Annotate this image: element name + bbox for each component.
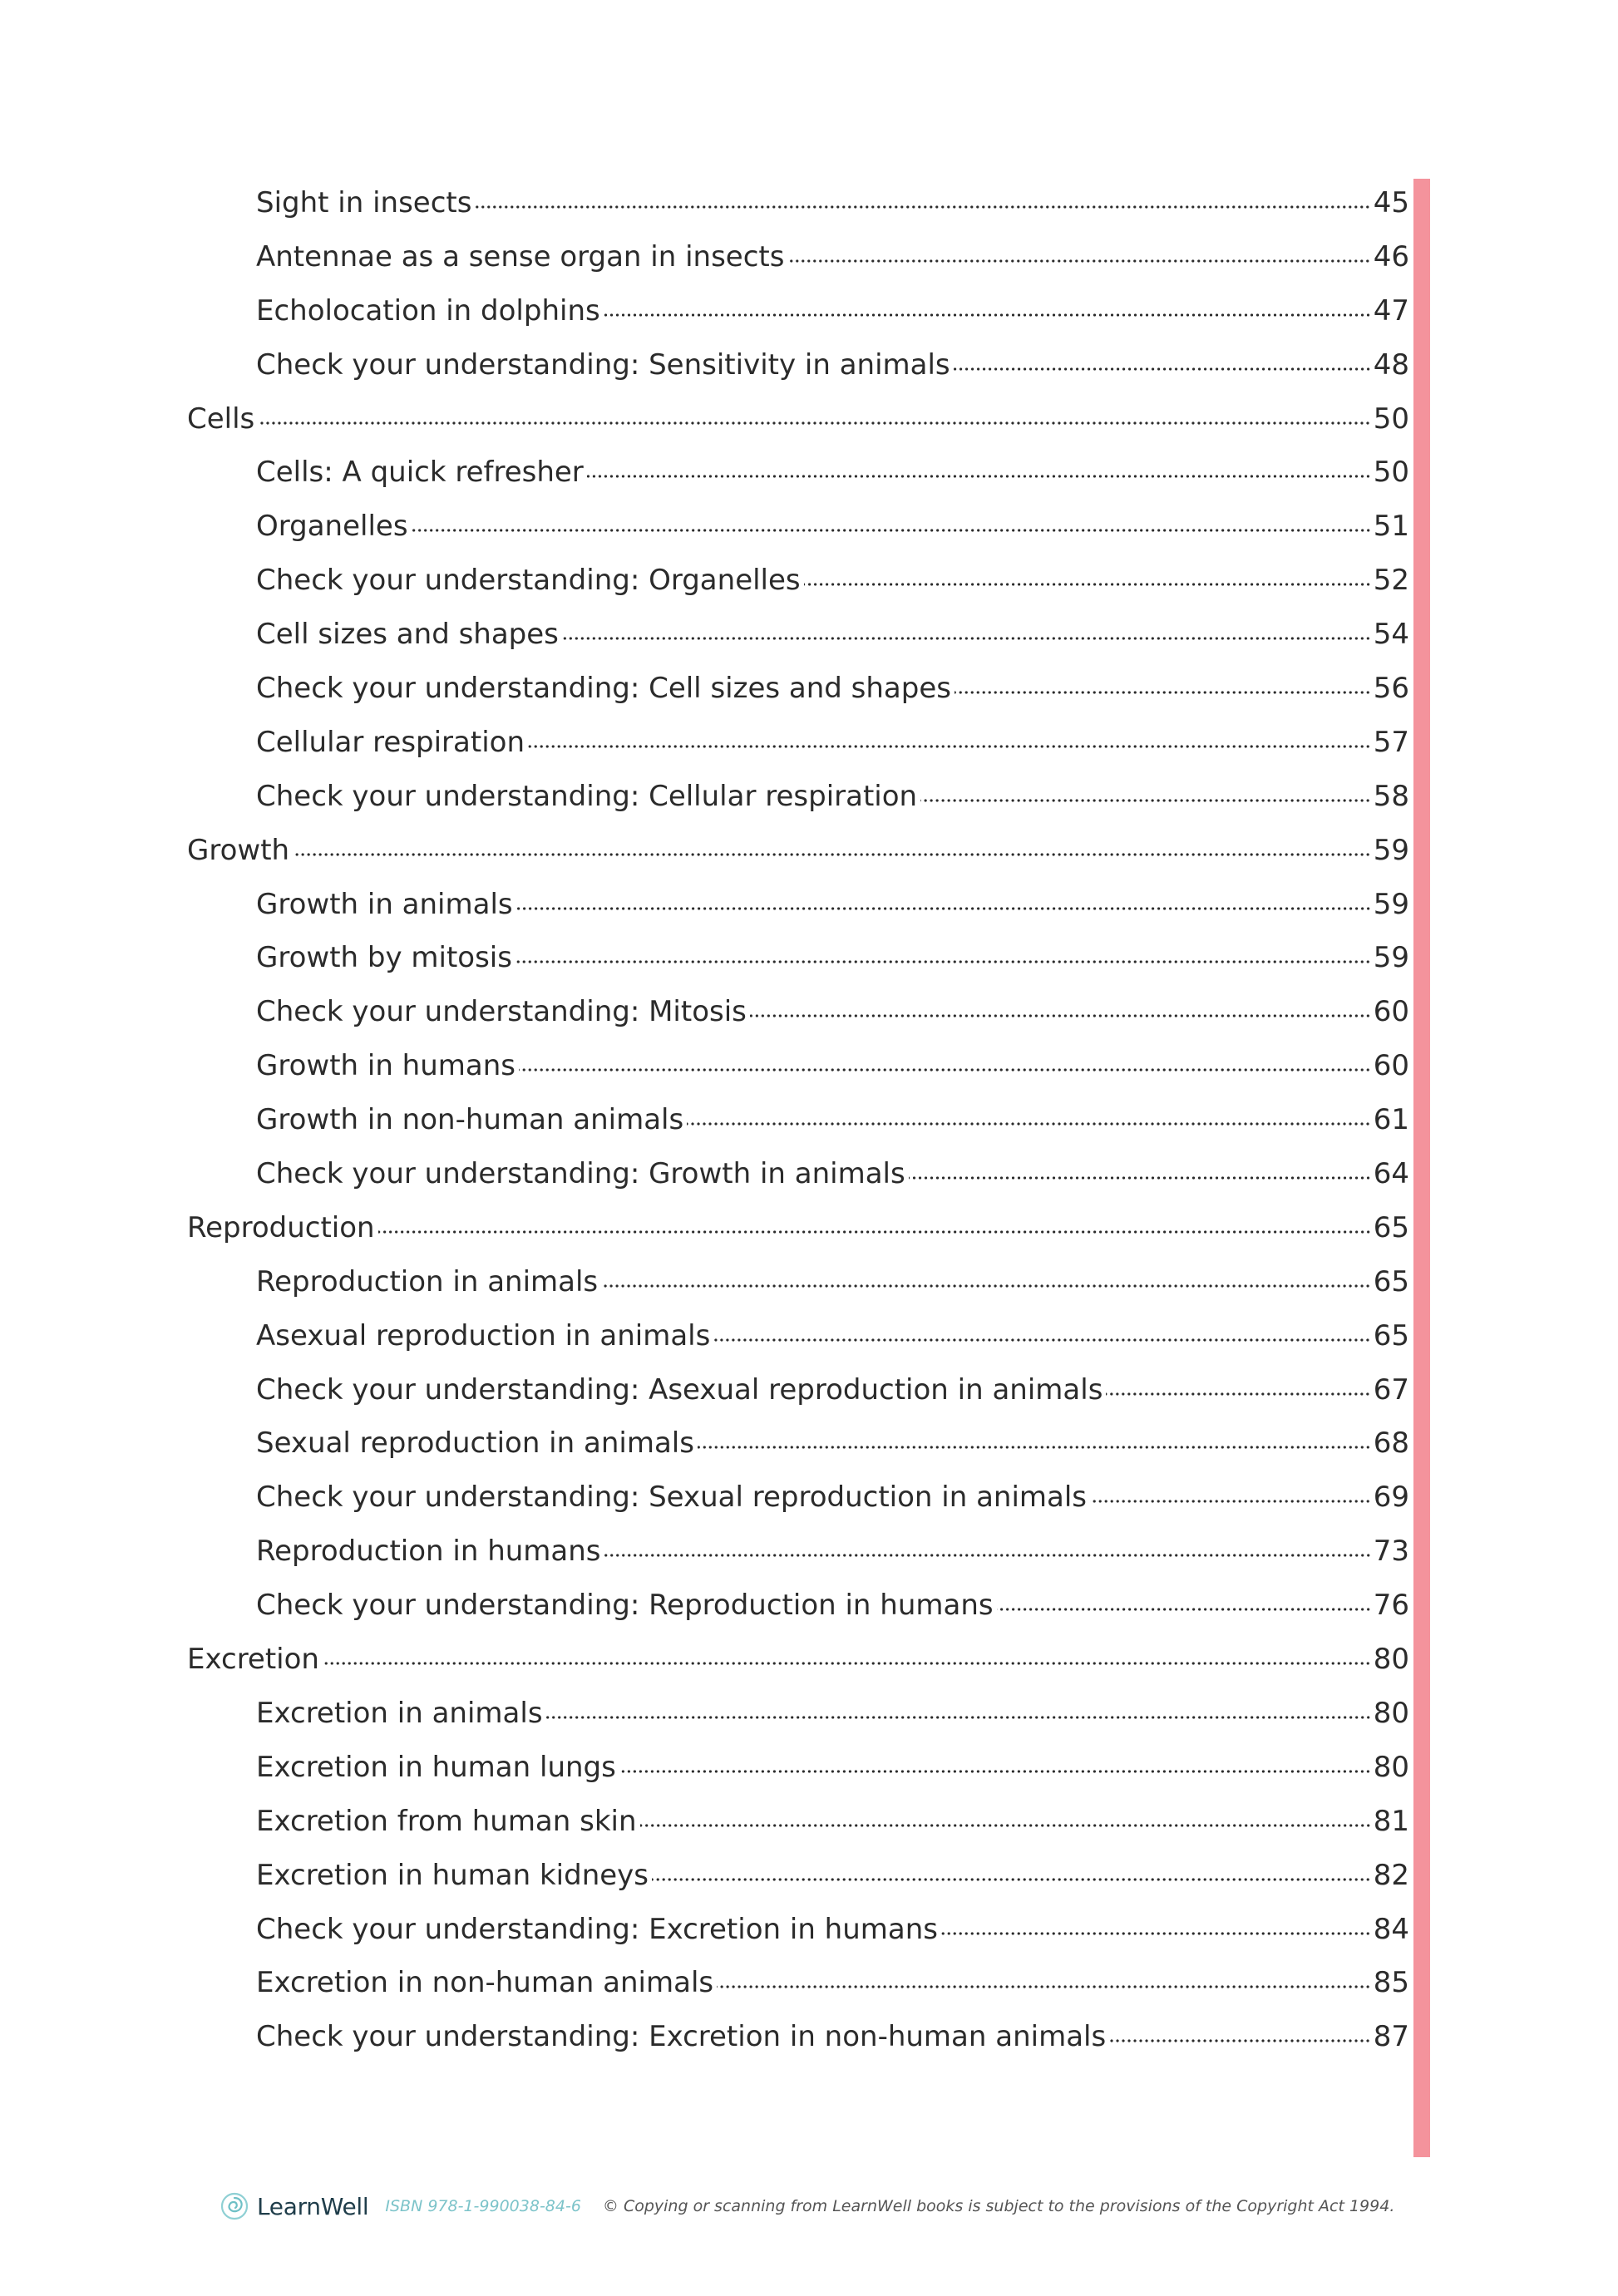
toc-section-entry [187, 392, 1409, 446]
toc-dot-leader [546, 1714, 1371, 1721]
toc-subsection-entry [187, 608, 1409, 662]
toc-dot-leader [687, 1121, 1371, 1127]
toc-entry-title: Asexual reproduction in animals [256, 1318, 711, 1352]
toc-entry-page-number: 65 [1373, 1210, 1409, 1244]
toc-entry-title: Sight in insects [256, 186, 472, 219]
toc-entry-title: Check your understanding: Asexual reproduction in animals [256, 1372, 1103, 1407]
toc-subsection-entry [187, 770, 1409, 824]
toc-entry-page-number: 46 [1373, 239, 1409, 273]
toc-entry-page-number: 85 [1373, 1966, 1409, 2000]
toc-entry-page-number: 80 [1373, 1643, 1409, 1677]
toc-entry-page-number: 76 [1373, 1589, 1409, 1623]
toc-dot-leader [1106, 1391, 1370, 1397]
toc-entry-title: Check your understanding: Sexual reproduction in animals [256, 1481, 1088, 1515]
toc-entry-title: Organelles [256, 510, 408, 544]
toc-dot-leader [378, 1229, 1371, 1235]
toc-entry-page-number: 60 [1373, 1049, 1409, 1083]
toc-entry-title: Cells: A quick refresher [256, 456, 584, 490]
toc-subsection-entry [187, 931, 1409, 985]
toc-dot-leader [562, 635, 1371, 642]
toc-entry-page-number: 68 [1373, 1426, 1409, 1461]
toc-entry-page-number: 82 [1373, 1858, 1409, 1892]
toc-entry-title: Reproduction in animals [256, 1264, 599, 1298]
toc-entry-page-number: 45 [1373, 186, 1409, 219]
toc-section-entry [187, 824, 1409, 878]
toc-entry-page-number: 61 [1373, 1103, 1409, 1137]
accent-side-bar [1413, 179, 1430, 2157]
toc-dot-leader [750, 1013, 1371, 1019]
toc-entry-page-number: 64 [1373, 1157, 1409, 1191]
toc-subsection-entry [187, 1903, 1409, 1957]
toc-subsection-entry [187, 1147, 1409, 1201]
toc-entry-title: Sexual reproduction in animals [256, 1426, 694, 1461]
toc-entry-page-number: 59 [1373, 833, 1409, 867]
toc-dot-leader [1109, 2037, 1371, 2044]
toc-entry-page-number: 73 [1373, 1535, 1409, 1569]
toc-subsection-entry [187, 446, 1409, 500]
toc-entry-title: Excretion in human kidneys [256, 1858, 649, 1892]
toc-entry-page-number: 48 [1373, 347, 1409, 382]
toc-subsection-entry [187, 554, 1409, 608]
toc-section-entry [187, 1633, 1409, 1687]
toc-subsection-entry [187, 1687, 1409, 1741]
toc-entry-title: Excretion [187, 1643, 319, 1677]
toc-dot-leader [717, 1983, 1371, 1990]
toc-entry-page-number: 56 [1373, 672, 1409, 706]
toc-entry-title: Growth in humans [256, 1049, 515, 1083]
isbn-text: ISBN 978-1-990038-84-6 [385, 2197, 581, 2215]
toc-entry-title: Reproduction [187, 1210, 375, 1244]
toc-dot-leader [475, 204, 1370, 210]
toc-dot-leader [909, 1175, 1371, 1181]
toc-entry-page-number: 59 [1373, 887, 1409, 921]
toc-subsection-entry [187, 1417, 1409, 1471]
toc-subsection-entry [187, 1956, 1409, 2010]
toc-dot-leader [997, 1606, 1371, 1613]
toc-subsection-entry [187, 284, 1409, 338]
toc-dot-leader [804, 581, 1371, 588]
toc-subsection-entry [187, 1471, 1409, 1525]
learnwell-swirl-icon [220, 2192, 249, 2220]
toc-entry-title: Cells [187, 402, 255, 436]
toc-subsection-entry [187, 2010, 1409, 2064]
copyright-notice: © Copying or scanning from LearnWell books is subject to the provisions of the Copyright Act 1994. [602, 2197, 1395, 2215]
toc-entry-title: Check your understanding: Excretion in humans [256, 1912, 938, 1946]
toc-dot-leader [412, 527, 1371, 534]
toc-subsection-entry [187, 338, 1409, 392]
toc-dot-leader [640, 1822, 1371, 1829]
toc-entry-page-number: 65 [1373, 1264, 1409, 1298]
toc-entry-title: Check your understanding: Excretion in non-human animals [256, 2020, 1107, 2054]
toc-dot-leader [587, 473, 1371, 480]
toc-entry-page-number: 47 [1373, 293, 1409, 328]
toc-subsection-entry [187, 1849, 1409, 1903]
toc-subsection-entry [187, 1363, 1409, 1417]
toc-dot-leader [954, 366, 1371, 372]
toc-entry-title: Check your understanding: Mitosis [256, 995, 747, 1029]
toc-entry-page-number: 69 [1373, 1481, 1409, 1515]
toc-entry-title: Check your understanding: Cellular respiration [256, 779, 918, 813]
page-footer [220, 2188, 1394, 2225]
toc-entry-title: Cell sizes and shapes [256, 618, 559, 652]
toc-dot-leader [604, 312, 1371, 318]
toc-subsection-entry [187, 230, 1409, 284]
toc-subsection-entry [187, 1093, 1409, 1147]
toc-entry-page-number: 84 [1373, 1912, 1409, 1946]
toc-subsection-entry [187, 878, 1409, 932]
toc-dot-leader [619, 1768, 1371, 1775]
toc-dot-leader [787, 258, 1370, 264]
toc-entry-title: Echolocation in dolphins [256, 293, 600, 328]
table-of-contents [187, 176, 1409, 2064]
toc-dot-leader [323, 1660, 1371, 1667]
toc-entry-title: Growth in non-human animals [256, 1103, 684, 1137]
toc-dot-leader [941, 1930, 1371, 1937]
toc-dot-leader [293, 851, 1371, 858]
toc-entry-title: Reproduction in humans [256, 1535, 601, 1569]
toc-entry-page-number: 60 [1373, 995, 1409, 1029]
toc-entry-title: Growth in animals [256, 887, 513, 921]
toc-entry-page-number: 52 [1373, 564, 1409, 598]
toc-entry-title: Check your understanding: Growth in animals [256, 1157, 905, 1191]
toc-dot-leader [604, 1552, 1371, 1559]
toc-entry-title: Antennae as a sense organ in insects [256, 239, 785, 273]
toc-entry-page-number: 87 [1373, 2020, 1409, 2054]
toc-dot-leader [955, 689, 1371, 696]
toc-entry-title: Check your understanding: Cell sizes and shapes [256, 672, 951, 706]
toc-dot-leader [698, 1444, 1371, 1451]
toc-entry-page-number: 59 [1373, 941, 1409, 975]
toc-entry-page-number: 81 [1373, 1804, 1409, 1838]
toc-section-entry [187, 1201, 1409, 1255]
toc-entry-page-number: 50 [1373, 402, 1409, 436]
toc-entry-title: Excretion in non-human animals [256, 1966, 714, 2000]
toc-entry-title: Cellular respiration [256, 725, 525, 759]
toc-dot-leader [713, 1337, 1370, 1343]
toc-subsection-entry [187, 1309, 1409, 1363]
toc-subsection-entry [187, 716, 1409, 770]
toc-entry-title: Growth by mitosis [256, 941, 512, 975]
toc-entry-page-number: 67 [1373, 1372, 1409, 1407]
brand-name: LearnWell [257, 2192, 369, 2220]
toc-subsection-entry [187, 985, 1409, 1039]
toc-dot-leader [516, 905, 1371, 912]
toc-entry-title: Check your understanding: Reproduction in humans [256, 1589, 994, 1623]
toc-subsection-entry [187, 1795, 1409, 1849]
toc-subsection-entry [187, 1525, 1409, 1579]
toc-subsection-entry [187, 1741, 1409, 1795]
toc-entry-page-number: 80 [1373, 1750, 1409, 1784]
toc-entry-page-number: 54 [1373, 618, 1409, 652]
toc-subsection-entry [187, 662, 1409, 716]
toc-dot-leader [920, 797, 1371, 804]
toc-entry-page-number: 65 [1373, 1318, 1409, 1352]
toc-dot-leader [601, 1283, 1371, 1289]
toc-entry-title: Excretion in human lungs [256, 1750, 616, 1784]
toc-dot-leader [258, 420, 1370, 426]
toc-subsection-entry [187, 1255, 1409, 1309]
toc-subsection-entry [187, 1579, 1409, 1633]
toc-entry-title: Check your understanding: Sensitivity in animals [256, 347, 950, 382]
toc-entry-title: Check your understanding: Organelles [256, 564, 801, 598]
toc-entry-page-number: 57 [1373, 725, 1409, 759]
toc-dot-leader [652, 1876, 1371, 1883]
toc-entry-page-number: 80 [1373, 1696, 1409, 1730]
toc-entry-page-number: 58 [1373, 779, 1409, 813]
toc-subsection-entry [187, 176, 1409, 230]
toc-dot-leader [519, 1067, 1371, 1073]
toc-entry-title: Excretion in animals [256, 1696, 543, 1730]
toc-dot-leader [515, 958, 1371, 965]
toc-entry-title: Growth [187, 833, 290, 867]
toc-entry-page-number: 50 [1373, 456, 1409, 490]
toc-subsection-entry [187, 500, 1409, 554]
toc-entry-title: Excretion from human skin [256, 1804, 637, 1838]
toc-entry-page-number: 51 [1373, 510, 1409, 544]
toc-subsection-entry [187, 1039, 1409, 1093]
toc-dot-leader [1090, 1498, 1371, 1505]
toc-dot-leader [528, 743, 1371, 750]
